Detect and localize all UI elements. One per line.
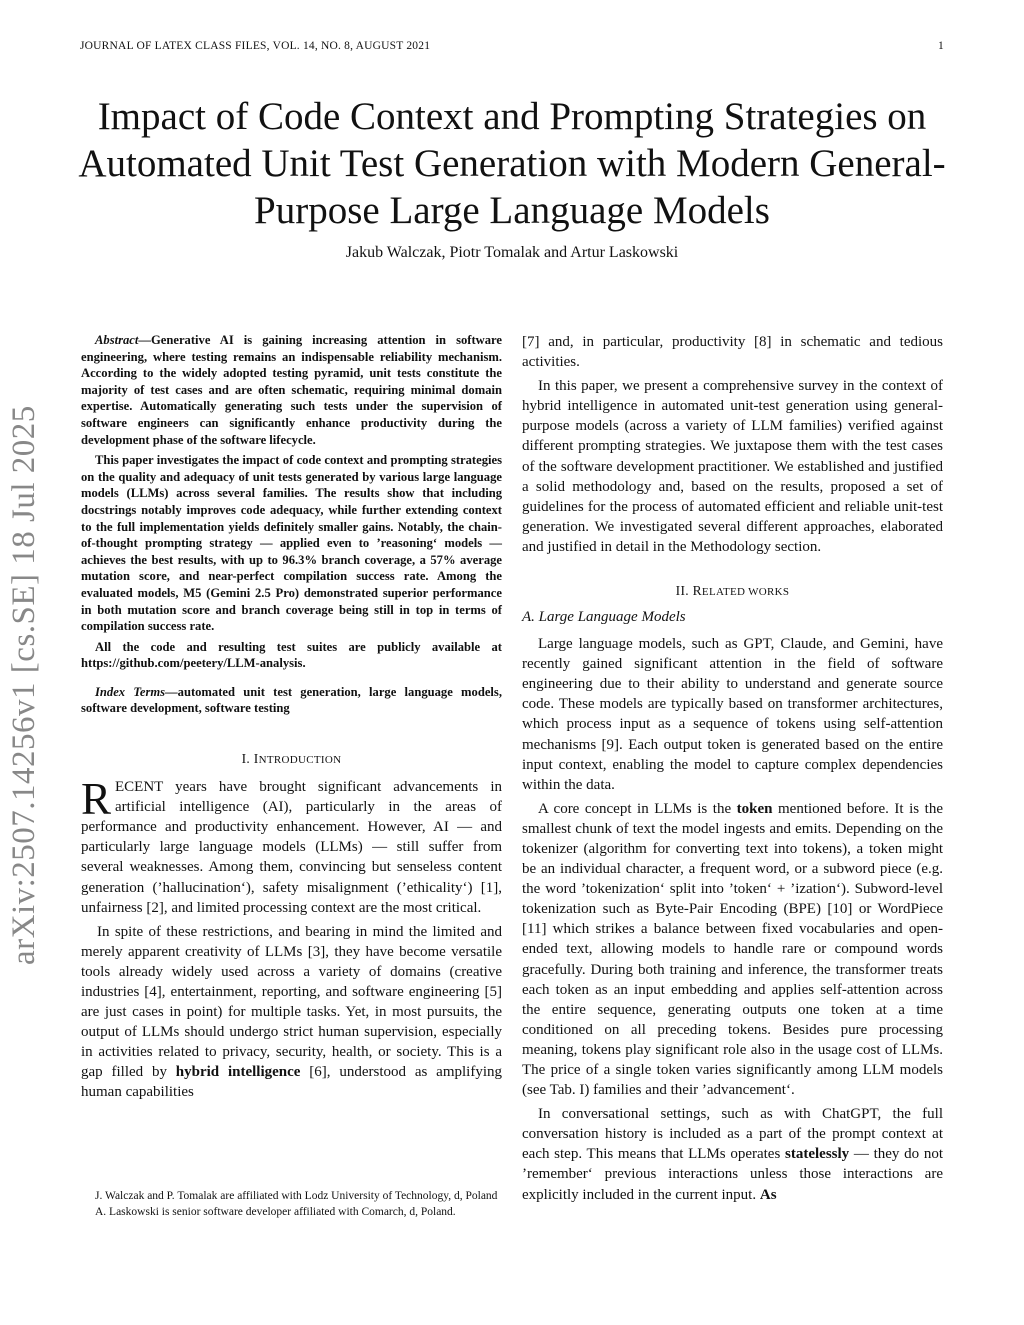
abstract <box>81 332 502 672</box>
index-terms: Index Terms—automated unit test generation, large language models, software development, software testing <box>81 684 502 716</box>
related-p2: A core concept in LLMs is the token mentioned before. It is the smallest chunk of text the model ingests and emits. Depending on the tokenizer (algorithm for converting text into tokens), a token might be an individual character, a frequent word, or a subword piece (e.g. the word ’tokenization‘ split into ’token‘ + ’ization‘). Subword-level tokenization such as Byte-Pair Encoding (BPE) [10] or WordPiece [11] which strikes a balance between fixed vocabularies and open-ended text, allowing models to handle rare or compound words gracefully. During both training and inference, the transformer treats each token as an input embedding and applies self-attention across the entire sequence, generating outputs one token at a time conditioned on all preceding tokens. Besides pure processing meaning, tokens play significant role also in the usage cost of LLMs. The price of a single token varies significantly among LLM models (see Tab. I) families and their ’advancement‘. <box>522 800 943 1099</box>
abstract-p1: Abstract—Generative AI is gaining increasing attention in software engineering, where testing remains an indispensable reliability mechanism. According to the widely adopted testing pyramid, unit tests constitute the majority of test cases and are often schematic, requiring minimal domain expertise. Automatically generating such tests under the supervision of software engineers can significantly enhance productivity during the development phase of the software lifecycle. <box>81 333 502 447</box>
intro-p1: RECENT years have brought significant advancements in artificial intelligence (AI), particularly in the areas of performance and productivity enhancement. However, AI — and particularly large language models (LLMs) — still suffer from several weaknesses. Among them, convincing but senseless content generation (’hallucination‘), safety misalignment (’ethicality‘) [1], unfairness [2], and limited processing context are the most critical. <box>81 774 502 916</box>
paper-title: Impact of Code Context and Prompting Strategies on Automated Unit Test Generation with Modern General-Purpose Large Language Models <box>78 95 946 232</box>
footnote-2: A. Laskowski is senior software developer affiliated with Comarch, d, Poland. <box>95 1205 456 1218</box>
intro-body <box>81 774 502 1103</box>
footnotes <box>81 1189 502 1220</box>
related-p3: In conversational settings, such as with ChatGPT, the full conversation history is included as a part of the prompt context at each step. This means that LLMs operates statelessly — they do not ’remember‘ previous interactions unless those interactions are explicitly included in the current input. As <box>522 1106 943 1203</box>
section-heading-intro: I. INTRODUCTION <box>241 751 342 767</box>
left-column <box>81 332 502 1107</box>
related-body <box>522 634 943 1205</box>
drop-cap: R <box>81 774 112 825</box>
intro-p2: In spite of these restrictions, and bearing in mind the limited and merely apparent creativity of LLMs [3], they have become versatile tools already widely used across a variety of domains (creative industries [4], entertainment, reporting, and software engineering [5] are just cases in point) for multiple tasks. Yet, in most pursuits, the output of LLMs should undergo strict human supervision, especially in activities related to privacy, security, health, or society. This is a gap filled by hybrid intelligence [6], understood as amplifying human capabilities <box>81 923 502 1101</box>
related-p1: Large language models, such as GPT, Claude, and Gemini, have recently gained significant attention in the field of software engineering due to their ability to understand and generate source code. These models are typically based on transformer architectures, which process input as a sequence of tokens using self-attention mechanisms [9]. Each output token is generated based on the entire input context, enabling the model to capture complex dependencies within the data. <box>522 636 943 793</box>
abstract-p2: This paper investigates the impact of code context and prompting strategies on the quality and adequacy of unit tests generated by various large language models (LLMs) across several families. The results show that including docstrings notably improves code adequacy, while further extending context to the full implementation yields definitely smaller gains. Notably, the chain-of-thought prompting strategy — applied even to ’reasoning‘ models — achieves the best results, with up to 96.3% branch coverage, a 57% average mutation score, and near-perfect compilation success rate. Among the evaluated models, M5 (Gemini 2.5 Pro) demonstrated superior performance in both mutation score and branch coverage being still in top in terms of compilation success rate. <box>81 453 502 634</box>
intro-p2-continued: [7] and, in particular, productivity [8] in schematic and tedious activities. <box>522 334 943 371</box>
authors: Jakub Walczak, Piotr Tomalak and Artur Laskowski <box>345 244 679 261</box>
right-column <box>522 332 943 1209</box>
page-number: 1 <box>938 40 944 52</box>
intro-p3: In this paper, we present a comprehensive survey in the context of hybrid intelligence in automated unit-test generation using general-purpose models (across a variety of LLM families) verified against different prompting strategies. We juxtapose them with the test cases of the software development practitioner. We established and justified a solid methodology and, based on the results, proposed a set of guidelines for the process of automated efficient and reliable unit-test generation. We investigated several different approaches, elaborated and justified in detail in the Methodology section. <box>522 378 943 555</box>
subsection-heading: A. Large Language Models <box>522 609 686 626</box>
section-heading-related: II. RELATED WORKS <box>675 583 790 599</box>
running-title: JOURNAL OF LATEX CLASS FILES, VOL. 14, NO. 8, AUGUST 2021 <box>80 40 431 52</box>
abstract-p3: All the code and resulting test suites are publicly available at https://github.com/peetery/LLM-analysis. <box>81 639 502 671</box>
footnote-1: J. Walczak and P. Tomalak are affiliated with Lodz University of Technology, d, Poland <box>95 1190 498 1202</box>
arxiv-stamp: arXiv:2507.14256v1 [cs.SE] 18 Jul 2025 <box>6 405 42 965</box>
index-terms-label: Index Terms <box>95 684 166 699</box>
abstract-label: Abstract <box>95 333 139 347</box>
running-header <box>80 40 944 52</box>
